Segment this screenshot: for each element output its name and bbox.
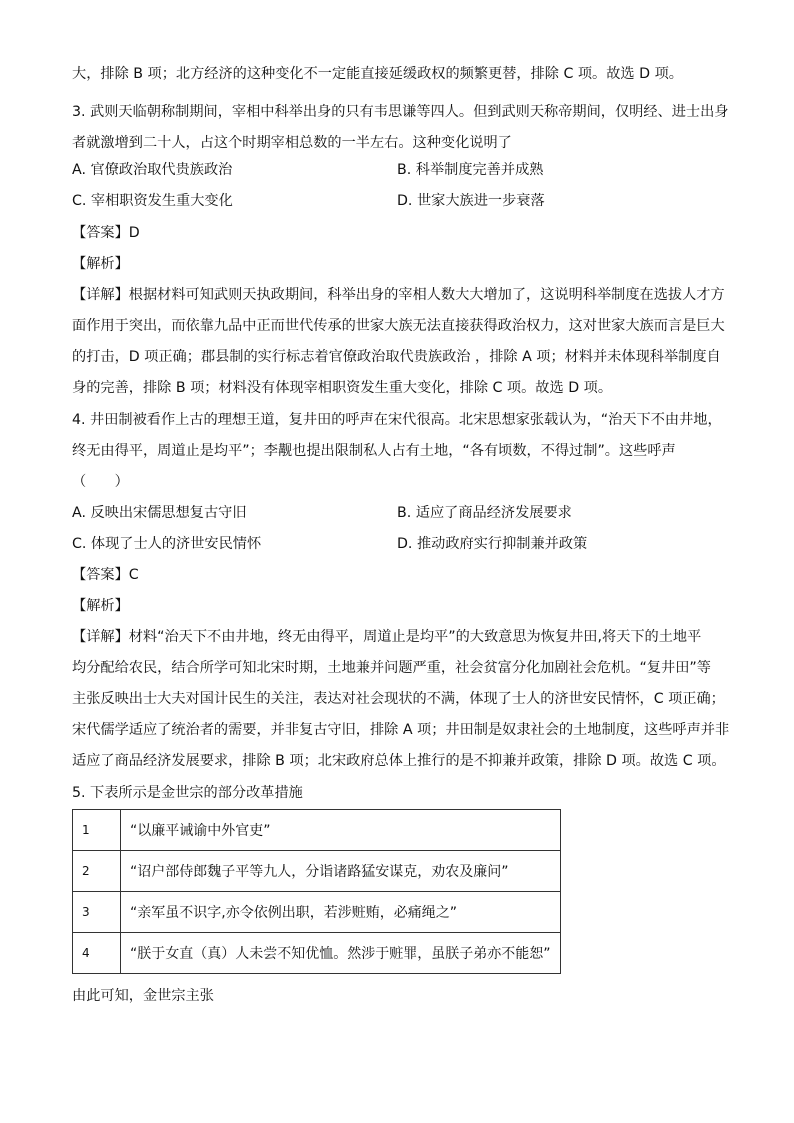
option-c: C. 宰相职资发生重大变化 [72, 193, 233, 209]
detail-line: 均分配给农民，结合所学可知北宋时期，土地兼并问题严重，社会贫富分化加剧社会危机。“复井田”等 [72, 660, 711, 676]
row-text: “亲军虽不识字,亦令依例出职，若涉赃贿，必痛绳之” [121, 892, 561, 933]
option-d: D. 推动政府实行抑制兼并政策 [397, 536, 588, 552]
option-a: A. 反映出宋儒思想复古守旧 [72, 505, 247, 521]
row-number: 4 [73, 933, 121, 974]
reform-measures-table [72, 809, 561, 974]
detail-line: 宋代儒学适应了统治者的需要，并非复古守旧，排除 A 项；井田制是奴隶社会的土地制度，这些呼声并非 [72, 722, 730, 738]
answer-label: 【答案】C [72, 567, 139, 583]
table-row [73, 892, 561, 933]
option-d: D. 世家大族进一步衰落 [397, 193, 545, 209]
detail-line: 身的完善，排除 B 项；材料没有体现宰相职资发生重大变化，排除 C 项。故选 D 项。 [72, 380, 613, 396]
table-row [73, 810, 561, 851]
option-a: A. 官僚政治取代贵族政治 [72, 162, 233, 178]
detail-line: 【详解】根据材料可知武则天执政期间，科举出身的宰相人数大大增加了，这说明科举制度在选拔人才方 [72, 287, 725, 303]
answer-label: 【答案】D [72, 225, 140, 241]
previous-analysis-tail: 大，排除 B 项；北方经济的这种变化不一定能直接延缓政权的频繁更替，排除 C 项。故选 D 项。 [72, 66, 683, 82]
question-3-options [72, 155, 724, 217]
detail-line: 【详解】材料“治天下不由井地，终无由得平，周道止是均平”的大致意思为恢复井田,将天下的土地平 [72, 629, 702, 645]
question-5-followup: 由此可知，金世宗主张 [72, 988, 214, 1004]
option-b: B. 适应了商品经济发展要求 [397, 505, 572, 521]
question-4-answer-section [72, 560, 730, 777]
table-row [73, 851, 561, 892]
row-number: 1 [73, 810, 121, 851]
detail-line: 主张反映出士大夫对国计民生的关注，表达对社会现状的不满，体现了士人的济世安民情怀，C 项正确； [72, 691, 725, 707]
detail-line: 的打击，D 项正确；郡县制的实行标志着官僚政治取代贵族政治 ，排除 A 项；材料并未体现科举制度自 [72, 349, 721, 365]
row-text: “诏户部侍郎魏子平等九人，分诣诸路猛安谋克，劝农及廉问” [121, 851, 561, 892]
analysis-label: 【解析】 [72, 256, 129, 272]
question-5-stem: 5. 下表所示是金世宗的部分改革措施 [72, 785, 303, 801]
question-4-options [72, 498, 724, 560]
option-c: C. 体现了士人的济世安民情怀 [72, 536, 262, 552]
table-row [73, 933, 561, 974]
analysis-label: 【解析】 [72, 598, 129, 614]
row-number: 3 [73, 892, 121, 933]
detail-line: 适应了商品经济发展要求，排除 B 项；北宋政府总体上推行的是不抑兼并政策，排除 D 项。故选 C 项。 [72, 753, 726, 769]
option-b: B. 科举制度完善并成熟 [397, 162, 544, 178]
detail-line: 面作用于突出，而依靠九品中正而世代传承的世家大族无法直接获得政治权力，这对世家大族而言是巨大 [72, 318, 725, 334]
question-3-answer-section [72, 218, 724, 404]
row-text: “以廉平诫谕中外官吏” [121, 810, 561, 851]
row-text: “朕于女直（真）人未尝不知优恤。然涉于赃罪，虽朕子弟亦不能恕” [121, 933, 561, 974]
question-3-stem: 3. 武则天临朝称制期间，宰相中科举出身的只有韦思谦等四人。但到武则天称帝期间，仅明经、进士出身 者就激增到二十人，占这个时期宰相总数的一半左右。这种变化说明了 [72, 104, 729, 151]
row-number: 2 [73, 851, 121, 892]
question-4-stem: 4. 井田制被看作上古的理想王道，复井田的呼声在宋代很高。北宋思想家张载认为，“治天下不由井地， 终无由得平，周道止是均平”；李觏也提出限制私人占有土地，“各有顷数，不得过制”。这些呼声 （ ） [72, 412, 722, 490]
